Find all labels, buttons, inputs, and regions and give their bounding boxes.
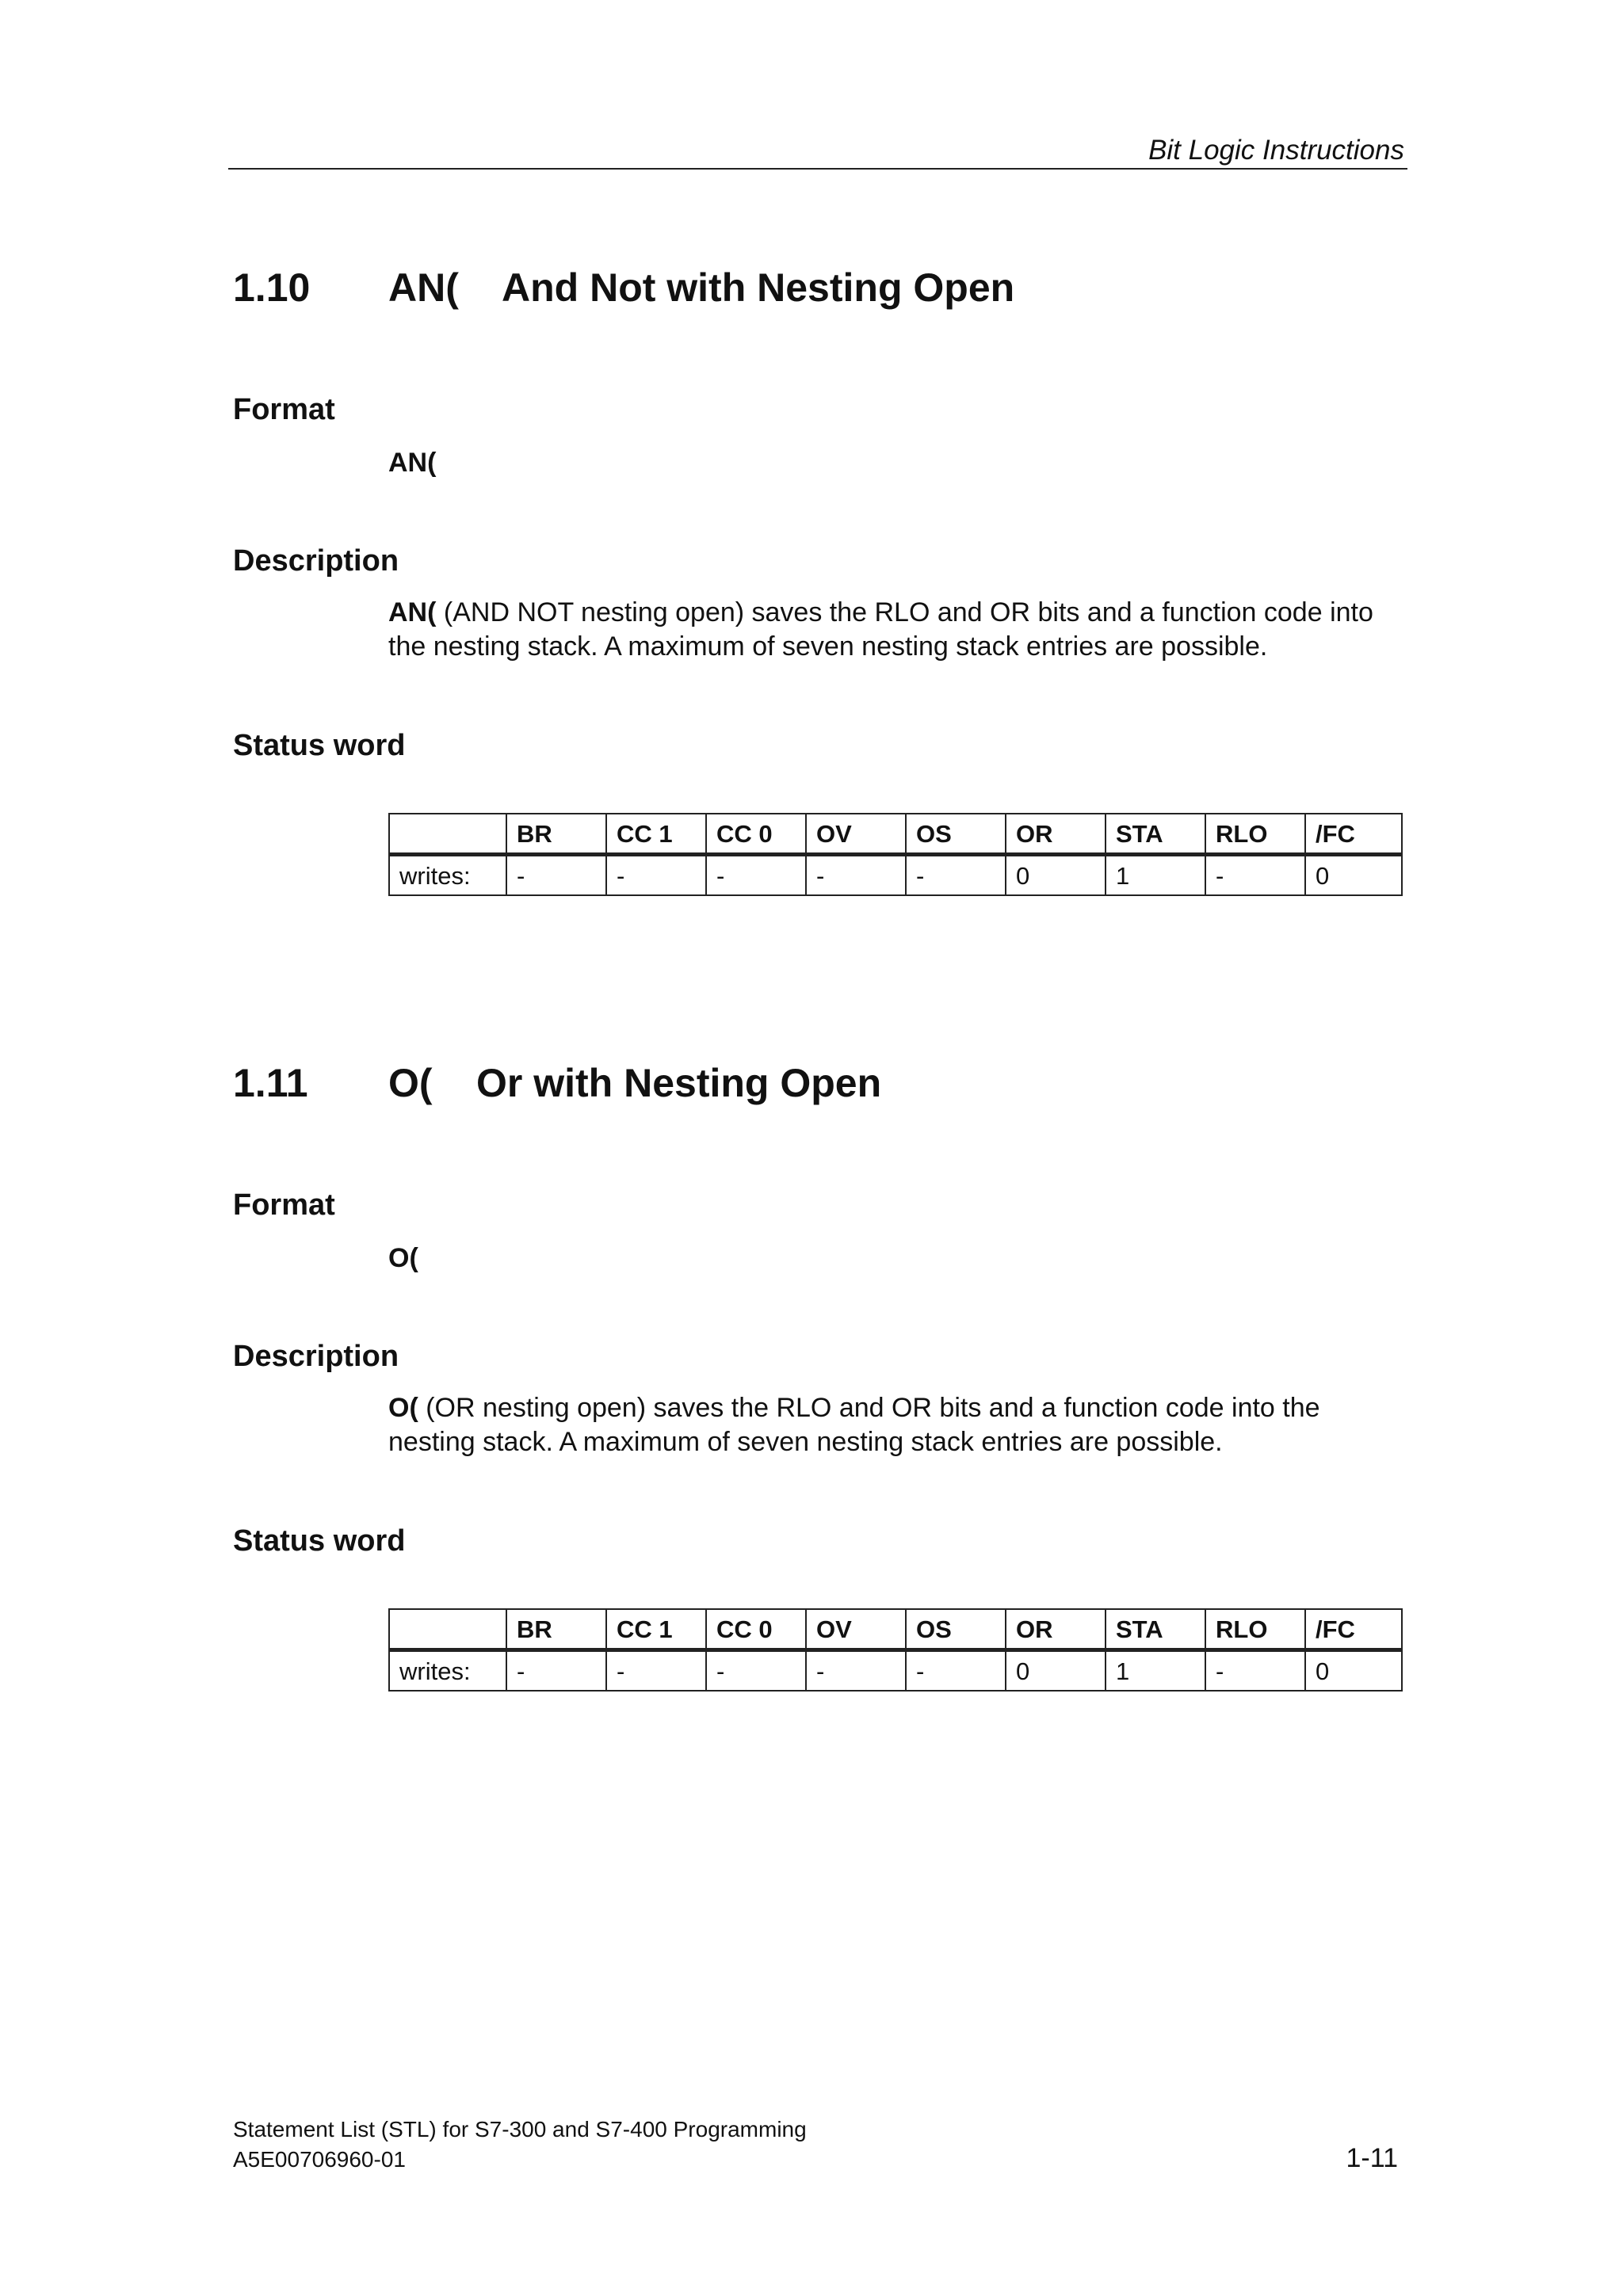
table-header-cell: STA bbox=[1106, 814, 1205, 855]
table-cell: 0 bbox=[1006, 1650, 1106, 1691]
table-cell: 0 bbox=[1305, 855, 1402, 896]
table-cell: 1 bbox=[1106, 855, 1205, 896]
section-title: And Not with Nesting Open bbox=[502, 265, 1015, 310]
table-header-cell: OS bbox=[906, 814, 1006, 855]
table-cell: - bbox=[706, 855, 806, 896]
table-header-row bbox=[389, 814, 1402, 855]
format-code: O( bbox=[388, 1243, 418, 1273]
footer-manual-info bbox=[233, 2115, 807, 2175]
table-header-cell: OR bbox=[1006, 1609, 1106, 1650]
section-mnemonic: AN( bbox=[388, 265, 459, 310]
table-cell: - bbox=[606, 855, 706, 896]
section-number: 1.10 bbox=[233, 265, 311, 310]
description-line: nesting stack. A maximum of seven nesting stack entries are possible. bbox=[388, 1427, 1223, 1457]
status-word-heading: Status word bbox=[233, 729, 406, 762]
description-line bbox=[388, 1391, 1419, 1425]
table-header-cell: BR bbox=[506, 1609, 606, 1650]
description-line: the nesting stack. A maximum of seven nesting stack entries are possible. bbox=[388, 631, 1268, 662]
description-line-text: (OR nesting open) saves the RLO and OR bits and a function code into the bbox=[418, 1393, 1320, 1423]
table-cell: 0 bbox=[1006, 855, 1106, 896]
description-line-text: (AND NOT nesting open) saves the RLO and OR bits and a function code into bbox=[436, 597, 1373, 627]
table-cell: 1 bbox=[1106, 1650, 1205, 1691]
format-code: AN( bbox=[388, 448, 437, 478]
description-line bbox=[388, 596, 1419, 630]
description-text bbox=[388, 1391, 1419, 1459]
table-header-cell: RLO bbox=[1205, 814, 1305, 855]
table-header-cell bbox=[389, 814, 506, 855]
table-cell: writes: bbox=[389, 1650, 506, 1691]
description-heading: Description bbox=[233, 544, 399, 578]
page-number: 1-11 bbox=[1346, 2143, 1398, 2173]
table-header-cell: OV bbox=[806, 1609, 906, 1650]
table-cell: - bbox=[506, 855, 606, 896]
header-rule bbox=[228, 168, 1407, 170]
table-cell: 0 bbox=[1305, 1650, 1402, 1691]
table-cell: - bbox=[906, 855, 1006, 896]
table-header-cell bbox=[389, 1609, 506, 1650]
table-header-row bbox=[389, 1609, 1402, 1650]
section-title: Or with Nesting Open bbox=[476, 1061, 882, 1105]
table-cell: - bbox=[806, 1650, 906, 1691]
table-header-cell: STA bbox=[1106, 1609, 1205, 1650]
status-word-table bbox=[388, 1608, 1403, 1691]
description-mnemonic: AN( bbox=[388, 597, 437, 627]
table-header-cell: CC 0 bbox=[706, 1609, 806, 1650]
table-row bbox=[389, 1650, 1402, 1691]
description-heading: Description bbox=[233, 1340, 399, 1373]
table-cell: - bbox=[1205, 855, 1305, 896]
table-header-cell: CC 1 bbox=[606, 1609, 706, 1650]
table-header-cell: CC 1 bbox=[606, 814, 706, 855]
section-mnemonic: O( bbox=[388, 1061, 433, 1105]
table-cell: - bbox=[906, 1650, 1006, 1691]
description-text bbox=[388, 596, 1419, 664]
table-header-cell: OS bbox=[906, 1609, 1006, 1650]
table-header-cell: /FC bbox=[1305, 814, 1402, 855]
table-cell: - bbox=[706, 1650, 806, 1691]
format-heading: Format bbox=[233, 1188, 335, 1222]
status-word-heading: Status word bbox=[233, 1524, 406, 1558]
table-header-cell: BR bbox=[506, 814, 606, 855]
table-header-cell: OV bbox=[806, 814, 906, 855]
table-cell: writes: bbox=[389, 855, 506, 896]
table-row bbox=[389, 855, 1402, 896]
footer-order-number: A5E00706960-01 bbox=[233, 2147, 406, 2172]
section-number: 1.11 bbox=[233, 1061, 308, 1105]
table-header-cell: CC 0 bbox=[706, 814, 806, 855]
table-cell: - bbox=[1205, 1650, 1305, 1691]
description-mnemonic: O( bbox=[388, 1393, 418, 1423]
running-header: Bit Logic Instructions bbox=[1148, 135, 1404, 166]
footer-manual-title: Statement List (STL) for S7-300 and S7-400 Programming bbox=[233, 2117, 807, 2142]
table-header-cell: /FC bbox=[1305, 1609, 1402, 1650]
table-header-cell: OR bbox=[1006, 814, 1106, 855]
table-cell: - bbox=[806, 855, 906, 896]
table-cell: - bbox=[506, 1650, 606, 1691]
table-header-cell: RLO bbox=[1205, 1609, 1305, 1650]
status-word-table bbox=[388, 813, 1403, 896]
table-cell: - bbox=[606, 1650, 706, 1691]
format-heading: Format bbox=[233, 393, 335, 426]
